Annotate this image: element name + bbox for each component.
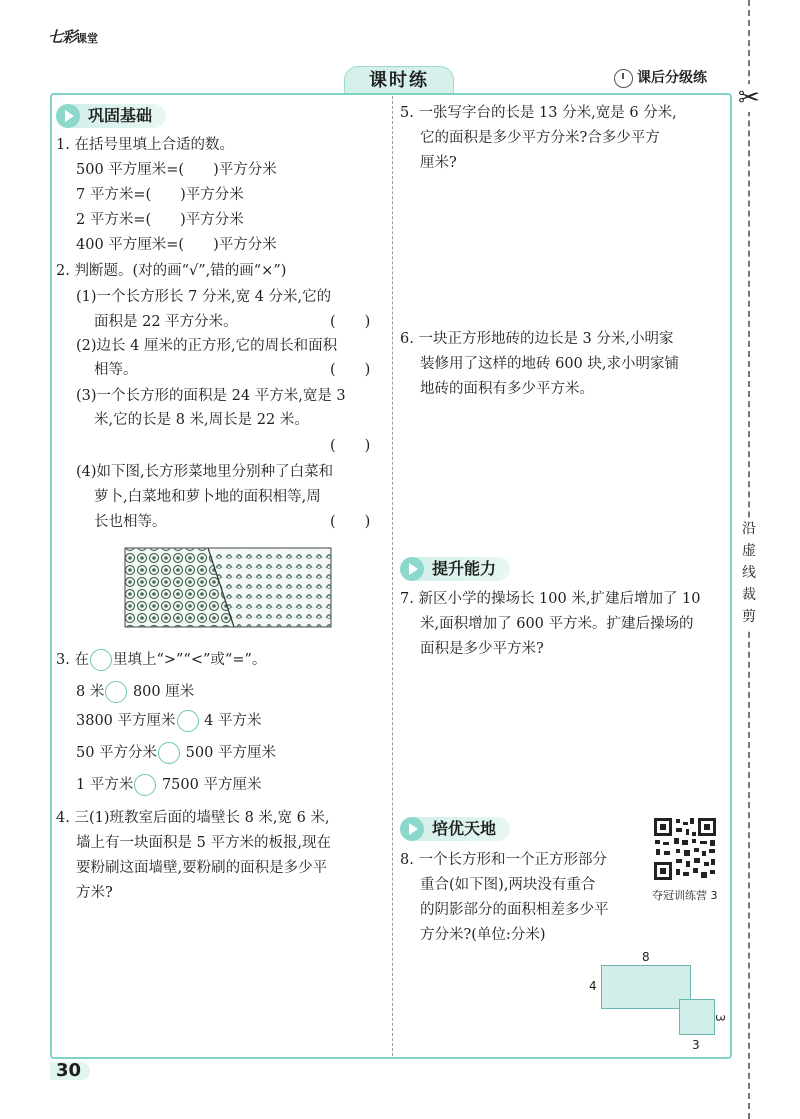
q4-line: 4. 三(1)班教室后面的墙壁长 8 米,宽 6 米, (56, 810, 330, 826)
dim-label-right: 3 (712, 1014, 727, 1022)
q3-item: 8 米 800 厘米 (76, 680, 194, 705)
compare-circle[interactable] (105, 681, 127, 703)
q2-line: 萝卜,白菜地和萝卜地的面积相等,周 (94, 489, 321, 505)
dim-label-top: 8 (642, 950, 650, 964)
q1-item: 500 平方厘米=( )平方分米 (76, 162, 277, 178)
play-icon (56, 104, 80, 128)
page-number: 30 (56, 1060, 82, 1081)
q2-line: (4)如下图,长方形菜地里分别种了白菜和 (76, 464, 334, 480)
answer-bracket: ( ) (330, 438, 371, 454)
dim-label-left: 4 (589, 979, 597, 993)
header-right-label: 课后分级练 (614, 67, 707, 88)
q6-line: 地砖的面积有多少平方米。 (420, 381, 594, 397)
q5-line: 它的面积是多少平方分米?合多少平方 (420, 130, 660, 146)
q1-title: 1. 在括号里填上合适的数。 (56, 137, 234, 153)
answer-bracket: ( ) (330, 514, 371, 530)
q6-line: 6. 一块正方形地砖的边长是 3 分米,小明家 (400, 331, 674, 347)
q4-line: 墙上有一块面积是 5 平方米的板报,现在 (76, 835, 332, 851)
scissors-icon: ✂ (738, 83, 760, 113)
cut-instruction: 沿 虚 线 裁 剪 (739, 518, 759, 628)
compare-circle[interactable] (158, 742, 180, 764)
q3-item: 3800 平方厘米 4 平方米 (76, 709, 261, 734)
compare-circle[interactable] (90, 649, 112, 671)
q1-item: 2 平方米=( )平方分米 (76, 212, 244, 228)
q2-title: 2. 判断题。(对的画“√”,错的画“×”) (56, 263, 287, 279)
q1-item: 400 平方厘米=( )平方分米 (76, 237, 277, 253)
q2-line: 米,它的长是 8 米,周长是 22 米。 (94, 412, 309, 428)
play-icon (400, 557, 424, 581)
dim-label-bottom: 3 (692, 1038, 700, 1052)
q3-item: 50 平方分米 500 平方厘米 (76, 741, 276, 766)
brand-logo: 七彩课堂 (48, 28, 99, 46)
q5-line: 5. 一张写字台的长是 13 分米,宽是 6 分米, (400, 105, 677, 121)
q2-line: (1)一个长方形长 7 分米,宽 4 分米,它的 (76, 289, 332, 305)
play-icon (400, 817, 424, 841)
q8-line: 8. 一个长方形和一个正方形部分 (400, 852, 607, 868)
compare-circle[interactable] (134, 774, 156, 796)
section-basic: 巩固基础 (56, 104, 166, 128)
q4-line: 要粉刷这面墙壁,要粉刷的面积是多少平 (76, 860, 328, 876)
qr-label: 夺冠训练营 3 (652, 889, 718, 902)
qr-code-icon[interactable] (652, 816, 718, 882)
q4-line: 方米? (76, 885, 113, 901)
q6-line: 装修用了这样的地砖 600 块,求小明家铺 (420, 356, 680, 372)
answer-bracket: ( ) (330, 362, 371, 378)
q3-title: 3. 在 里填上“>”“<”或“=”。 (56, 648, 266, 673)
section-improve: 提升能力 (400, 557, 510, 581)
q8-line: 方分米?(单位:分米) (420, 927, 546, 943)
page-title-tab: 课时练 (344, 66, 454, 93)
alarm-clock-icon (614, 69, 633, 88)
q7-line: 7. 新区小学的操场长 100 米,扩建后增加了 10 (400, 591, 701, 607)
q2-line: (3)一个长方形的面积是 24 平方米,宽是 3 (76, 388, 346, 404)
section-excel: 培优天地 (400, 817, 510, 841)
rectangle-shape (601, 965, 691, 1009)
q5-line: 厘米? (420, 155, 457, 171)
square-shape (679, 999, 715, 1035)
q7-line: 米,面积增加了 600 平方米。扩建后操场的 (420, 616, 694, 632)
q7-line: 面积是多少平方米? (420, 641, 544, 657)
vegetable-field-illustration (124, 540, 332, 628)
q1-item: 7 平方米=( )平方分米 (76, 187, 244, 203)
column-divider (392, 96, 393, 1056)
q2-line: (2)边长 4 厘米的正方形,它的周长和面积 (76, 338, 338, 354)
compare-circle[interactable] (177, 710, 199, 732)
q3-item: 1 平方米 7500 平方厘米 (76, 773, 261, 798)
q2-line: 面积是 22 平方分米。 (94, 314, 238, 330)
q8-line: 重合(如下图),两块没有重合 (420, 877, 596, 893)
q2-line: 相等。 (94, 362, 138, 378)
q8-line: 的阴影部分的面积相差多少平 (420, 902, 609, 918)
answer-bracket: ( ) (330, 314, 371, 330)
q2-line: 长也相等。 (94, 514, 167, 530)
